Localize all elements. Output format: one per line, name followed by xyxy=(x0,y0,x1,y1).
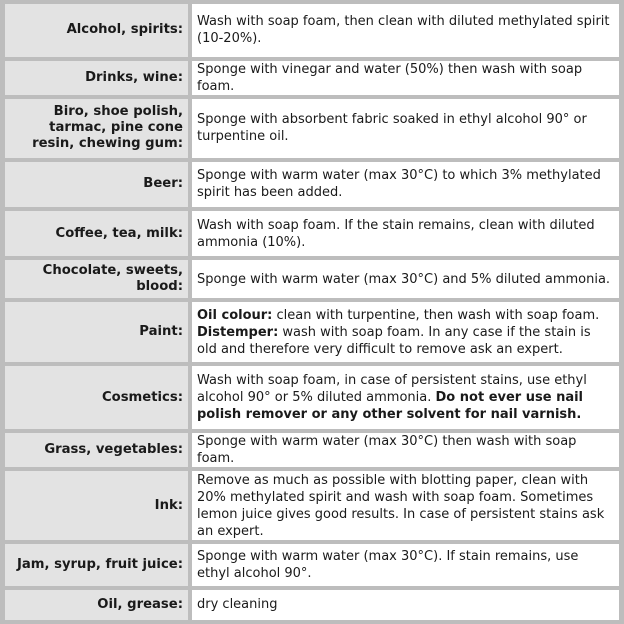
treatment-cell: Sponge with warm water (max 30°C) to which 3% methylated spirit has been added. xyxy=(192,162,619,207)
oil-colour-text: clean with turpentine, then wash with soap foam. xyxy=(272,307,600,323)
stain-type-cell: Grass, vegetables: xyxy=(5,433,188,467)
stain-type-cell: Alcohol, spirits: xyxy=(5,4,188,57)
stain-type-cell: Cosmetics: xyxy=(5,366,188,429)
stain-type-cell: Biro, shoe polish, tarmac, pine cone resin, chewing gum: xyxy=(5,99,188,158)
treatment-cell: Sponge with warm water (max 30°C). If stain remains, use ethyl alcohol 90°. xyxy=(192,544,619,585)
stain-type-cell: Beer: xyxy=(5,162,188,207)
treatment-cell: Sponge with vinegar and water (50%) then wash with soap foam. xyxy=(192,61,619,95)
table-row xyxy=(5,544,619,585)
treatment-cell xyxy=(192,302,619,363)
stain-type-cell: Drinks, wine: xyxy=(5,61,188,95)
stain-type-cell: Chocolate, sweets, blood: xyxy=(5,260,188,297)
table-row xyxy=(5,162,619,207)
table-row xyxy=(5,260,619,297)
treatment-cell: Sponge with warm water (max 30°C) and 5% diluted ammonia. xyxy=(192,260,619,297)
table-row xyxy=(5,4,619,57)
table-row xyxy=(5,471,619,540)
treatment-cell: Wash with soap foam. If the stain remains, clean with diluted ammonia (10%). xyxy=(192,211,619,256)
stain-type-cell: Coffee, tea, milk: xyxy=(5,211,188,256)
stain-type-cell: Oil, grease: xyxy=(5,590,188,620)
treatment-cell: Sponge with warm water (max 30°C) then wash with soap foam. xyxy=(192,433,619,467)
distemper-label: Distemper: xyxy=(197,324,279,340)
cosmetics-text: Wash with soap foam, in case of persistent stains, use ethyl alcohol 90° or 5% diluted ammonia. xyxy=(197,373,587,406)
table-row xyxy=(5,433,619,467)
table-row xyxy=(5,302,619,363)
table-row xyxy=(5,61,619,95)
treatment-cell: dry cleaning xyxy=(192,590,619,620)
treatment-cell: Sponge with absorbent fabric soaked in ethyl alcohol 90° or turpentine oil. xyxy=(192,99,619,158)
table-row xyxy=(5,99,619,158)
treatment-cell xyxy=(192,366,619,429)
table-row xyxy=(5,590,619,620)
cosmetics-warning: Do not ever use nail polish remover or any other solvent for nail varnish. xyxy=(197,390,584,423)
treatment-cell: Remove as much as possible with blotting paper, clean with 20% methylated spirit and wash with soap foam. Sometimes lemon juice gives good results. In case of persistent stains ask an expert. xyxy=(192,471,619,540)
stain-type-cell: Paint: xyxy=(5,302,188,363)
table-row xyxy=(5,211,619,256)
distemper-text: wash with soap foam. In any case if the stain is old and therefore very difficult to remove ask an expert. xyxy=(197,324,591,357)
table-row xyxy=(5,366,619,429)
stain-removal-table xyxy=(1,0,623,624)
stain-type-cell: Ink: xyxy=(5,471,188,540)
oil-colour-label: Oil colour: xyxy=(197,307,273,323)
stain-type-cell: Jam, syrup, fruit juice: xyxy=(5,544,188,585)
treatment-cell: Wash with soap foam, then clean with diluted methylated spirit (10-20%). xyxy=(192,4,619,57)
